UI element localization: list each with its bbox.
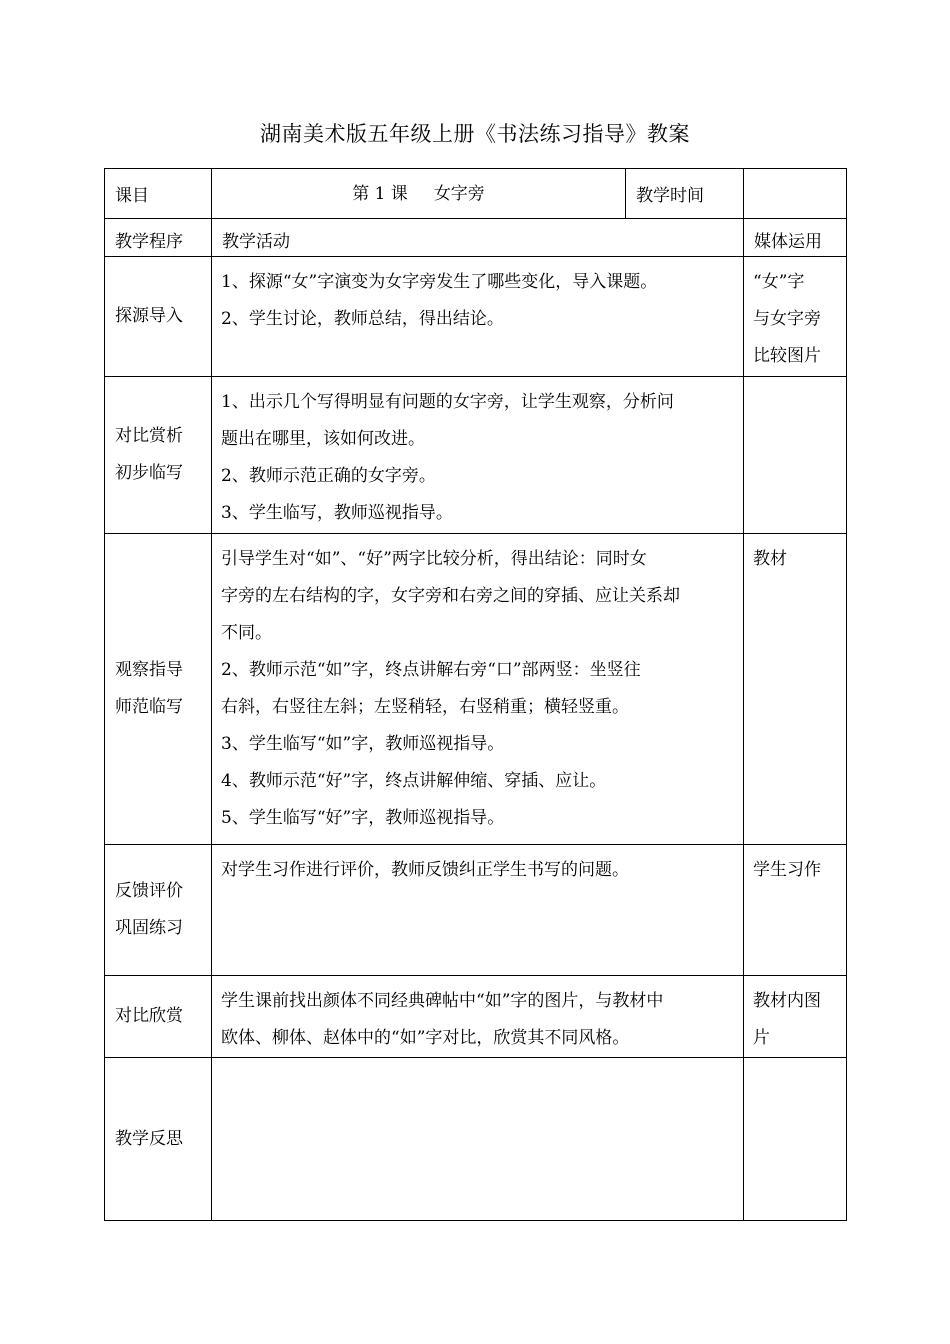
- subject-label: 课目: [115, 186, 149, 206]
- time-label-cell: [626, 169, 744, 219]
- activity-cell: [212, 257, 744, 377]
- activity-line: 2、学生讨论，教师总结，得出结论。: [221, 309, 504, 329]
- media-line: 比较图片: [753, 346, 821, 366]
- media-cell: [744, 257, 847, 377]
- media-cell: [744, 1058, 847, 1221]
- activity-line: 5、学生临写“好”字，教师巡视指导。: [221, 808, 505, 828]
- activity-line: 3、学生临写，教师巡视指导。: [221, 503, 453, 523]
- activity-cell: [212, 976, 744, 1058]
- activity-line: 2、教师示范正确的女字旁。: [221, 466, 436, 486]
- table-row: [105, 1058, 847, 1221]
- stage-label: 反馈评价: [115, 881, 183, 901]
- table-row: [105, 976, 847, 1058]
- stage-label: 对比赏析: [115, 426, 183, 446]
- stage-label: 教学反思: [115, 1128, 183, 1149]
- activity-line: 2、教师示范“如”字，终点讲解右旁“口”部两竖：坐竖往: [221, 660, 641, 680]
- activity-cell: [212, 845, 744, 976]
- stage-label: 初步临写: [115, 463, 183, 483]
- activity-line: 1、探源“女”字演变为女字旁发生了哪些变化，导入课题。: [221, 272, 658, 292]
- activity-header-cell: [212, 219, 744, 257]
- media-header: 媒体运用: [754, 232, 822, 252]
- lesson-cell: [212, 169, 626, 219]
- activity-cell: [212, 377, 744, 534]
- activity-line: 不同。: [221, 623, 272, 643]
- media-line: “女”字: [753, 272, 805, 292]
- column-header-row: [105, 219, 847, 257]
- stage-cell: [105, 534, 212, 845]
- stage-label: 师范临写: [115, 697, 183, 717]
- activity-cell: [212, 1058, 744, 1221]
- subject-label-cell: [105, 169, 212, 219]
- activity-line: 3、学生临写“如”字，教师巡视指导。: [221, 734, 505, 754]
- activity-line: 1、出示几个写得明显有问题的女字旁，让学生观察，分析问: [221, 392, 674, 412]
- media-cell: [744, 377, 847, 534]
- activity-line: 对学生习作进行评价，教师反馈纠正学生书写的问题。: [221, 860, 629, 880]
- media-cell: [744, 976, 847, 1058]
- stage-label: 探源导入: [115, 306, 183, 326]
- stage-cell: [105, 845, 212, 976]
- lesson-number: 第 1 课: [352, 184, 408, 204]
- document-title: 湖南美术版五年级上册《书法练习指导》教案: [260, 122, 690, 146]
- media-line: 教材内图: [753, 991, 821, 1011]
- table-row: [105, 257, 847, 377]
- lesson-plan-table: [104, 168, 847, 1221]
- procedure-header: 教学程序: [115, 232, 183, 252]
- activity-line: 欧体、柳体、赵体中的“如”字对比，欣赏其不同风格。: [221, 1028, 630, 1048]
- stage-label: 观察指导: [115, 660, 183, 680]
- stage-cell: [105, 257, 212, 377]
- media-line: 教材: [753, 549, 787, 569]
- table-row: [105, 845, 847, 976]
- activity-line: 学生课前找出颜体不同经典碑帖中“如”字的图片，与教材中: [221, 991, 664, 1011]
- stage-cell: [105, 976, 212, 1058]
- stage-label: 对比欣赏: [115, 1006, 183, 1026]
- media-cell: [744, 845, 847, 976]
- procedure-header-cell: [105, 219, 212, 257]
- activity-cell: [212, 534, 744, 845]
- time-label: 教学时间: [636, 186, 704, 206]
- activity-header: 教学活动: [222, 232, 290, 252]
- time-value-cell: [744, 169, 847, 219]
- media-line: 片: [753, 1028, 770, 1048]
- media-line: 学生习作: [753, 860, 821, 880]
- media-header-cell: [744, 219, 847, 257]
- stage-cell: [105, 1058, 212, 1221]
- media-line: 与女字旁: [753, 309, 821, 329]
- activity-line: 引导学生对“如”、“好”两字比较分析，得出结论：同时女: [221, 549, 647, 569]
- table-row: [105, 534, 847, 845]
- table-row: [105, 377, 847, 534]
- stage-label: 巩固练习: [115, 918, 183, 938]
- activity-line: 4、教师示范“好”字，终点讲解伸缩、穿插、应让。: [221, 771, 607, 791]
- lesson-name: 女字旁: [433, 184, 485, 204]
- media-cell: [744, 534, 847, 845]
- activity-line: 字旁的左右结构的字，女字旁和右旁之间的穿插、应让关系却: [221, 586, 680, 606]
- header-row: [105, 169, 847, 219]
- activity-line: 右斜，右竖往左斜；左竖稍轻，右竖稍重；横轻竖重。: [221, 697, 629, 717]
- stage-cell: [105, 377, 212, 534]
- activity-line: 题出在哪里，该如何改进。: [221, 429, 425, 449]
